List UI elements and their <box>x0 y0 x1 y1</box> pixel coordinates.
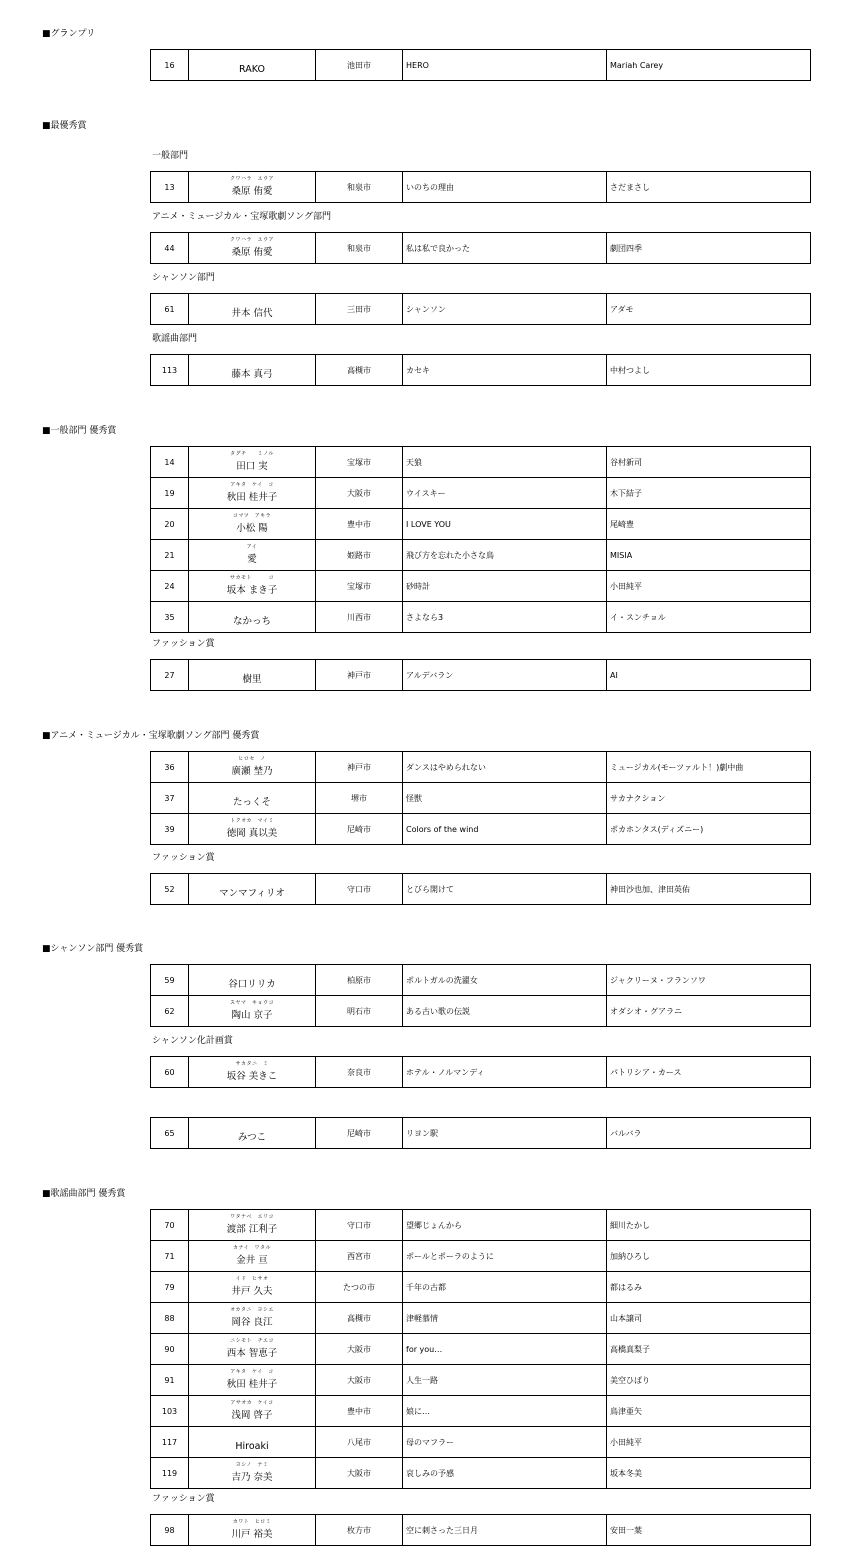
song-title: ポールとポーラのように <box>403 1241 607 1271</box>
performer-name: なかっち <box>232 616 271 627</box>
performer-city: 豊中市 <box>316 509 403 539</box>
performer-name: 藤本 真弓 <box>231 369 273 380</box>
entry-number: 44 <box>151 233 189 263</box>
performer-cell <box>189 1396 316 1426</box>
song-title: リヨン駅 <box>403 1118 607 1148</box>
original-artist: 小田純平 <box>610 1438 642 1447</box>
song-title: 人生一路 <box>403 1365 607 1395</box>
original-artist: 坂本冬美 <box>610 1469 642 1478</box>
original-artist: オダシオ・グアラニ <box>610 1007 682 1016</box>
song-title: 娘に… <box>403 1396 607 1426</box>
performer-name: 廣瀬 埜乃 <box>231 766 273 777</box>
entry-number: 19 <box>151 478 189 508</box>
original-artist: 尾崎豊 <box>610 520 634 529</box>
song-title: カセキ <box>403 355 607 385</box>
song-title: ホテル・ノルマンディ <box>403 1057 607 1087</box>
song-title: 天狼 <box>403 447 607 477</box>
entry-number: 98 <box>151 1515 189 1545</box>
entry-number: 16 <box>151 50 189 80</box>
performer-cell <box>189 1241 316 1271</box>
entry-number: 36 <box>151 752 189 782</box>
group-subheader: シャンソン部門 <box>152 273 215 283</box>
group-subheader: 一般部門 <box>152 151 189 161</box>
performer-city: 姫路市 <box>316 540 403 570</box>
performer-cell <box>189 1365 316 1395</box>
performer-city: 大阪市 <box>316 1334 403 1364</box>
performer-name: 小松 陽 <box>236 523 268 534</box>
table-row <box>150 1272 811 1303</box>
performer-cell <box>189 752 316 782</box>
song-title: ウイスキー <box>403 478 607 508</box>
entry-number: 21 <box>151 540 189 570</box>
performer-city: 奈良市 <box>316 1057 403 1087</box>
table-row <box>150 1241 811 1272</box>
performer-reading: タグチ ミノル <box>230 451 274 457</box>
performer-cell <box>189 602 316 632</box>
performer-name: 坂谷 美きこ <box>226 1071 278 1082</box>
performer-reading: カナイ ワタル <box>232 1245 272 1251</box>
entry-number: 62 <box>151 996 189 1026</box>
performer-cell <box>189 1334 316 1364</box>
performer-reading: アサオカ ケイコ <box>230 1400 274 1406</box>
table-row <box>150 1515 811 1546</box>
entry-number: 88 <box>151 1303 189 1333</box>
performer-cell <box>189 233 316 263</box>
entry-number: 39 <box>151 814 189 844</box>
performer-city: 尼崎市 <box>316 814 403 844</box>
song-title: I LOVE YOU <box>403 509 607 539</box>
performer-cell <box>189 294 316 324</box>
results-table <box>150 1514 811 1546</box>
original-artist: Mariah Carey <box>610 61 664 70</box>
performer-name: 谷口リリカ <box>228 979 276 990</box>
results-table <box>150 49 811 81</box>
performer-city: たつの市 <box>316 1272 403 1302</box>
entry-number: 79 <box>151 1272 189 1302</box>
performer-name: 坂本 まき子 <box>226 585 278 596</box>
original-artist: ミュージカル(モーツァルト！)劇中曲 <box>610 763 744 772</box>
entry-number: 13 <box>151 172 189 202</box>
performer-cell <box>189 1427 316 1457</box>
results-table <box>150 446 811 633</box>
performer-name: 井戸 久夫 <box>231 1286 273 1297</box>
performer-reading: スヤマ キョウコ <box>230 1000 274 1006</box>
performer-reading: クワハラ ユウア <box>229 237 274 243</box>
performer-name: 田口 実 <box>236 461 268 472</box>
song-title: 砂時計 <box>403 571 607 601</box>
table-row <box>150 1118 811 1149</box>
performer-name: 岡谷 良江 <box>231 1317 273 1328</box>
song-title: とびら開けて <box>403 874 607 904</box>
performer-city: 川西市 <box>316 602 403 632</box>
original-artist: ジャクリーヌ・フランソワ <box>610 976 706 985</box>
song-title: さよなら3 <box>403 602 607 632</box>
group-subheader: ファッション賞 <box>152 1494 215 1504</box>
performer-city: 池田市 <box>316 50 403 80</box>
table-row <box>150 602 811 633</box>
performer-city: 明石市 <box>316 996 403 1026</box>
group-subheader: 歌謡曲部門 <box>152 334 198 344</box>
performer-reading: ニシモト チエコ <box>230 1338 274 1344</box>
table-row <box>150 540 811 571</box>
performer-cell <box>189 355 316 385</box>
performer-name: 陶山 京子 <box>231 1010 273 1021</box>
performer-cell <box>189 509 316 539</box>
table-row <box>150 1458 811 1489</box>
entry-number: 60 <box>151 1057 189 1087</box>
table-row <box>150 1210 811 1241</box>
song-title: 怪獣 <box>403 783 607 813</box>
performer-name: 桑原 侑愛 <box>231 186 273 197</box>
performer-cell <box>189 965 316 995</box>
results-table <box>150 1056 811 1088</box>
performer-reading: イド ヒサオ <box>235 1276 269 1282</box>
performer-cell <box>189 783 316 813</box>
original-artist: 加納ひろし <box>610 1252 650 1261</box>
original-artist: 谷村新司 <box>610 458 642 467</box>
performer-city: 柏原市 <box>316 965 403 995</box>
results-table <box>150 964 811 1027</box>
performer-cell <box>189 447 316 477</box>
original-artist: イ・スンチョル <box>610 613 666 622</box>
song-title: HERO <box>403 50 607 80</box>
table-row <box>150 1396 811 1427</box>
results-table <box>150 232 811 264</box>
song-title: 津軽慕情 <box>403 1303 607 1333</box>
performer-reading: アイ <box>246 544 258 550</box>
original-artist: 安田一葉 <box>610 1526 642 1535</box>
performer-cell <box>189 996 316 1026</box>
entry-number: 117 <box>151 1427 189 1457</box>
table-row <box>150 571 811 602</box>
song-title: 千年の古都 <box>403 1272 607 1302</box>
performer-city: 和泉市 <box>316 233 403 263</box>
performer-cell <box>189 1057 316 1087</box>
performer-cell <box>189 478 316 508</box>
performer-name: 浅岡 啓子 <box>231 1410 273 1421</box>
performer-name: マンマフィリオ <box>219 888 285 899</box>
performer-name: 桑原 侑愛 <box>231 247 273 258</box>
performer-name: 金井 亘 <box>236 1255 268 1266</box>
entry-number: 24 <box>151 571 189 601</box>
performer-cell <box>189 571 316 601</box>
performer-city: 三田市 <box>316 294 403 324</box>
performer-city: 枚方市 <box>316 1515 403 1545</box>
performer-city: 尼崎市 <box>316 1118 403 1148</box>
table-row <box>150 172 811 203</box>
section-header: ■シャンソン部門 優秀賞 <box>42 944 144 954</box>
performer-name: 樹里 <box>242 674 262 685</box>
table-row <box>150 1427 811 1458</box>
table-row <box>150 996 811 1027</box>
performer-reading: クワハラ ユウア <box>229 176 274 182</box>
original-artist: 美空ひばり <box>610 1376 650 1385</box>
entry-number: 14 <box>151 447 189 477</box>
entry-number: 90 <box>151 1334 189 1364</box>
entry-number: 113 <box>151 355 189 385</box>
original-artist: 山本譲司 <box>610 1314 642 1323</box>
original-artist: 中村つよし <box>610 366 650 375</box>
performer-city: 八尾市 <box>316 1427 403 1457</box>
song-title: ある古い歌の伝説 <box>403 996 607 1026</box>
entry-number: 52 <box>151 874 189 904</box>
table-row <box>150 233 811 264</box>
performer-reading: サカタニ ミ <box>235 1061 269 1067</box>
performer-name: 吉乃 奈美 <box>231 1472 273 1483</box>
performer-city: 和泉市 <box>316 172 403 202</box>
performer-reading: アキタ ケイ コ <box>230 482 274 488</box>
table-row <box>150 1303 811 1334</box>
performer-name: 秋田 桂井子 <box>226 492 278 503</box>
results-table <box>150 1117 811 1149</box>
performer-reading: カワト ヒロミ <box>232 1519 272 1525</box>
song-title: 哀しみの予感 <box>403 1458 607 1488</box>
performer-cell <box>189 540 316 570</box>
performer-city: 西宮市 <box>316 1241 403 1271</box>
results-table <box>150 659 811 691</box>
original-artist: AI <box>610 671 618 680</box>
performer-city: 高槻市 <box>316 1303 403 1333</box>
results-table <box>150 751 811 845</box>
song-title: 飛び方を忘れた小さな鳥 <box>403 540 607 570</box>
entry-number: 61 <box>151 294 189 324</box>
performer-name: 井本 信代 <box>231 308 273 319</box>
song-title: 空に刺さった三日月 <box>403 1515 607 1545</box>
table-row <box>150 478 811 509</box>
results-table <box>150 873 811 905</box>
table-row <box>150 814 811 845</box>
entry-number: 20 <box>151 509 189 539</box>
performer-cell <box>189 1210 316 1240</box>
song-title: 母のマフラー <box>403 1427 607 1457</box>
performer-reading: ヒロセ ノ <box>238 756 266 762</box>
entry-number: 37 <box>151 783 189 813</box>
performer-reading: サカモト コ <box>230 575 274 581</box>
performer-cell <box>189 1515 316 1545</box>
performer-name: 川戸 裕美 <box>231 1529 273 1540</box>
section-header: ■歌謡曲部門 優秀賞 <box>42 1189 126 1199</box>
performer-name: 愛 <box>247 554 257 565</box>
entry-number: 103 <box>151 1396 189 1426</box>
performer-name: 秋田 桂井子 <box>226 1379 278 1390</box>
performer-reading: ワタナベ エリコ <box>230 1214 274 1220</box>
table-row <box>150 50 811 81</box>
performer-name: RAKO <box>239 64 265 75</box>
performer-cell <box>189 1458 316 1488</box>
performer-city: 神戸市 <box>316 660 403 690</box>
section-header: ■一般部門 優秀賞 <box>42 426 117 436</box>
entry-number: 65 <box>151 1118 189 1148</box>
table-row <box>150 1334 811 1365</box>
section-header: ■グランプリ <box>42 29 96 39</box>
performer-cell <box>189 1272 316 1302</box>
table-row <box>150 1057 811 1088</box>
original-artist: さだまさし <box>610 183 650 192</box>
section-header: ■最優秀賞 <box>42 121 87 131</box>
original-artist: 細川たかし <box>610 1221 650 1230</box>
song-title: 私は私で良かった <box>403 233 607 263</box>
original-artist: アダモ <box>610 305 634 314</box>
group-subheader: シャンソン化計画賞 <box>152 1036 233 1046</box>
original-artist: 高橋真梨子 <box>610 1345 650 1354</box>
entry-number: 91 <box>151 1365 189 1395</box>
original-artist: パトリシア・カース <box>610 1068 682 1077</box>
table-row <box>150 965 811 996</box>
song-title: ダンスはやめられない <box>403 752 607 782</box>
performer-city: 豊中市 <box>316 1396 403 1426</box>
performer-city: 大阪市 <box>316 478 403 508</box>
original-artist: バルバラ <box>610 1129 642 1138</box>
entry-number: 27 <box>151 660 189 690</box>
song-title: for you… <box>403 1334 607 1364</box>
entry-number: 119 <box>151 1458 189 1488</box>
entry-number: 70 <box>151 1210 189 1240</box>
performer-cell <box>189 660 316 690</box>
entry-number: 35 <box>151 602 189 632</box>
song-title: 望郷じょんから <box>403 1210 607 1240</box>
performer-city: 高槻市 <box>316 355 403 385</box>
performer-cell <box>189 814 316 844</box>
results-table <box>150 354 811 386</box>
performer-city: 宝塚市 <box>316 571 403 601</box>
table-row <box>150 783 811 814</box>
performer-city: 神戸市 <box>316 752 403 782</box>
performer-name: みつこ <box>237 1132 267 1143</box>
song-title: シャンソン <box>403 294 607 324</box>
performer-cell <box>189 172 316 202</box>
results-table <box>150 293 811 325</box>
table-row <box>150 1365 811 1396</box>
table-row <box>150 355 811 386</box>
song-title: アルデバラン <box>403 660 607 690</box>
performer-city: 大阪市 <box>316 1365 403 1395</box>
original-artist: ポカホンタス(ディズニー) <box>610 825 704 834</box>
group-subheader: ファッション賞 <box>152 853 215 863</box>
performer-name: 渡部 江利子 <box>226 1224 278 1235</box>
entry-number: 71 <box>151 1241 189 1271</box>
table-row <box>150 294 811 325</box>
performer-cell <box>189 1118 316 1148</box>
original-artist: MISIA <box>610 551 633 560</box>
song-title: いのちの理由 <box>403 172 607 202</box>
original-artist: 都はるみ <box>610 1283 642 1292</box>
performer-name: 徳岡 真以美 <box>226 828 278 839</box>
performer-cell <box>189 874 316 904</box>
original-artist: 神田沙也加、津田英佑 <box>610 885 690 894</box>
performer-city: 守口市 <box>316 874 403 904</box>
performer-reading: コマツ アキラ <box>232 513 272 519</box>
performer-reading: アキタ ケイ コ <box>230 1369 274 1375</box>
entry-number: 59 <box>151 965 189 995</box>
song-title: Colors of the wind <box>403 814 607 844</box>
performer-city: 堺市 <box>316 783 403 813</box>
results-table <box>150 171 811 203</box>
performer-reading: トクオカ マイミ <box>230 818 274 824</box>
original-artist: サカナクション <box>610 794 666 803</box>
results-table <box>150 1209 811 1489</box>
table-row <box>150 660 811 691</box>
performer-name: たっくそ <box>232 797 271 808</box>
performer-city: 宝塚市 <box>316 447 403 477</box>
section-header: ■アニメ・ミュージカル・宝塚歌劇ソング部門 優秀賞 <box>42 731 260 741</box>
original-artist: 鳥津亜矢 <box>610 1407 642 1416</box>
performer-reading: ヨシノ ナミ <box>235 1462 269 1468</box>
table-row <box>150 509 811 540</box>
original-artist: 小田純平 <box>610 582 642 591</box>
group-subheader: ファッション賞 <box>152 639 215 649</box>
original-artist: 木下結子 <box>610 489 642 498</box>
performer-city: 大阪市 <box>316 1458 403 1488</box>
performer-name: Hiroaki <box>235 1441 269 1452</box>
table-row <box>150 447 811 478</box>
performer-city: 守口市 <box>316 1210 403 1240</box>
performer-cell <box>189 1303 316 1333</box>
table-row <box>150 874 811 905</box>
performer-cell <box>189 50 316 80</box>
table-row <box>150 752 811 783</box>
performer-name: 西本 智恵子 <box>226 1348 278 1359</box>
song-title: ポルトガルの洗濯女 <box>403 965 607 995</box>
original-artist: 劇団四季 <box>610 244 642 253</box>
group-subheader: アニメ・ミュージカル・宝塚歌劇ソング部門 <box>152 212 332 222</box>
performer-reading: オカタニ ヨシエ <box>230 1307 274 1313</box>
